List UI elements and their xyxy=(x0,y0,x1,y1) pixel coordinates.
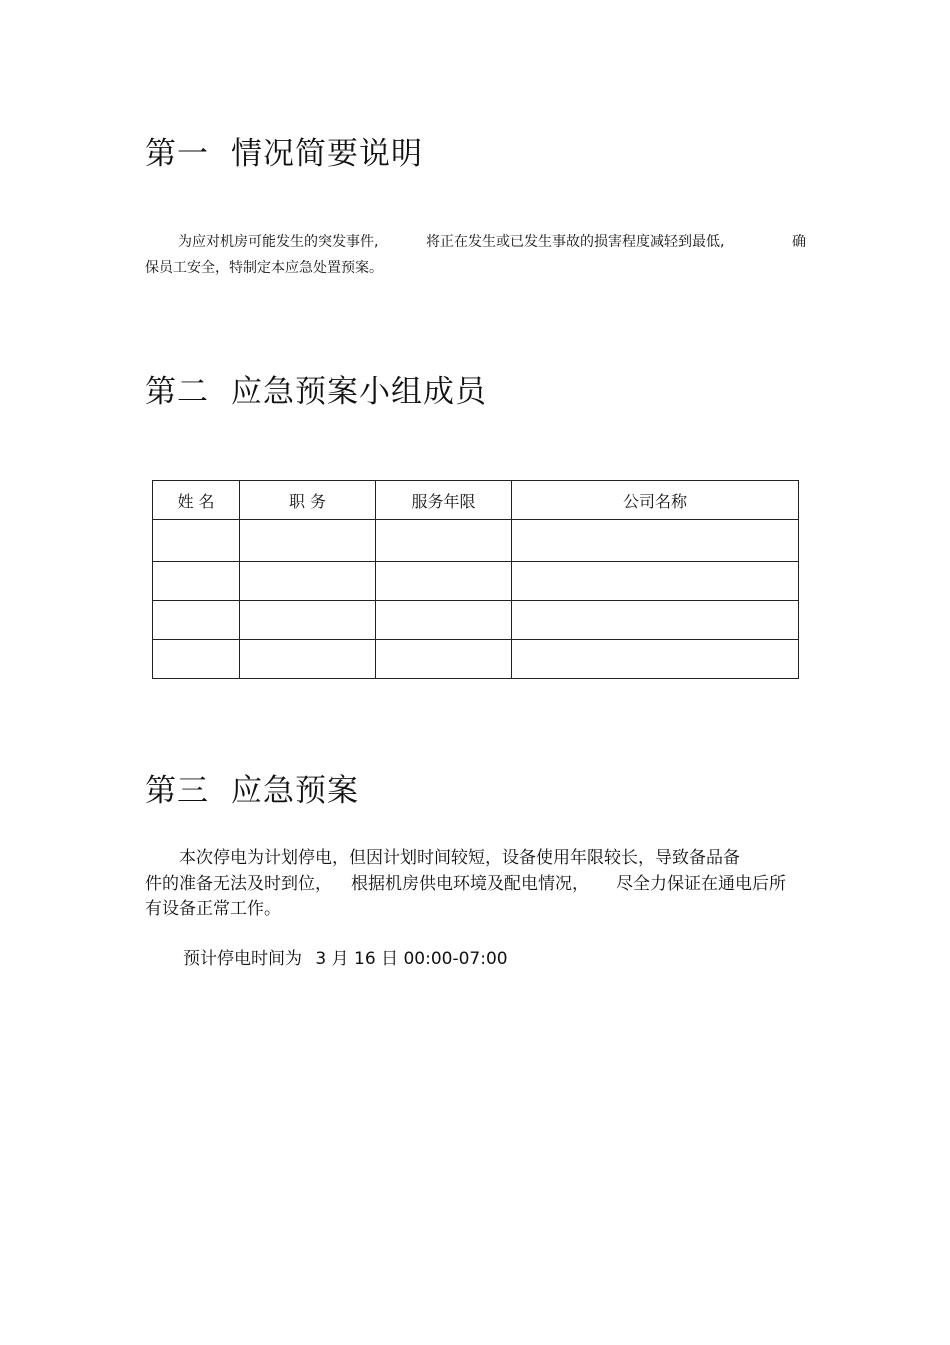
table-cell xyxy=(153,601,240,640)
table-cell xyxy=(376,562,512,601)
table-cell xyxy=(240,640,376,679)
section1-paragraph-line1a: 为应对机房可能发生的突发事件, xyxy=(178,234,379,250)
section1-paragraph-line2: 保员工安全，特制定本应急处置预案。 xyxy=(145,260,383,276)
outage-schedule xyxy=(183,944,508,969)
section1-title: 情况简要说明 xyxy=(231,136,423,172)
section3-paragraph-line2a: 件的准备无法及时到位， xyxy=(145,874,332,894)
header-service-years: 服务年限 xyxy=(376,481,512,520)
section3-paragraph-line2c: 尽全力保证在通电后所 xyxy=(616,874,786,894)
table-cell xyxy=(376,601,512,640)
table-row xyxy=(153,640,799,679)
table-cell xyxy=(376,520,512,562)
table-cell xyxy=(512,640,799,679)
section2-title: 应急预案小组成员 xyxy=(231,374,487,410)
members-table xyxy=(152,480,799,679)
header-position: 职 务 xyxy=(240,481,376,520)
table-cell xyxy=(240,520,376,562)
table-cell xyxy=(240,562,376,601)
section3-paragraph-line3: 有设备正常工作。 xyxy=(145,899,281,919)
section1-paragraph-line1b: 将正在发生或已发生事故的损害程度减轻到最低, xyxy=(426,234,725,250)
table-cell xyxy=(512,601,799,640)
section3-heading xyxy=(145,765,359,810)
section3-title: 应急预案 xyxy=(231,773,359,809)
section2-number: 第二 xyxy=(145,374,209,410)
table-cell xyxy=(240,601,376,640)
table-row xyxy=(153,520,799,562)
header-company-name: 公司名称 xyxy=(512,481,799,520)
table-cell xyxy=(376,640,512,679)
section2-heading xyxy=(145,366,487,411)
header-name: 姓 名 xyxy=(153,481,240,520)
table-row xyxy=(153,562,799,601)
section1-paragraph-line1c: 确 xyxy=(792,234,806,250)
table-row xyxy=(153,601,799,640)
table-cell xyxy=(512,520,799,562)
outage-schedule-value: 3 月 16 日 00:00-07:00 xyxy=(315,949,508,969)
section3-paragraph-line2b: 根据机房供电环境及配电情况， xyxy=(351,874,589,894)
table-header-row xyxy=(153,481,799,520)
table-cell xyxy=(153,640,240,679)
table-cell xyxy=(512,562,799,601)
outage-schedule-label: 预计停电时间为 xyxy=(183,949,302,969)
section3-number: 第三 xyxy=(145,773,209,809)
section1-number: 第一 xyxy=(145,136,209,172)
table-cell xyxy=(153,562,240,601)
section3-paragraph-line1: 本次停电为计划停电，但因计划时间较短，设备使用年限较长，导致备品备 xyxy=(179,848,740,868)
section1-heading xyxy=(145,128,423,173)
table-cell xyxy=(153,520,240,562)
